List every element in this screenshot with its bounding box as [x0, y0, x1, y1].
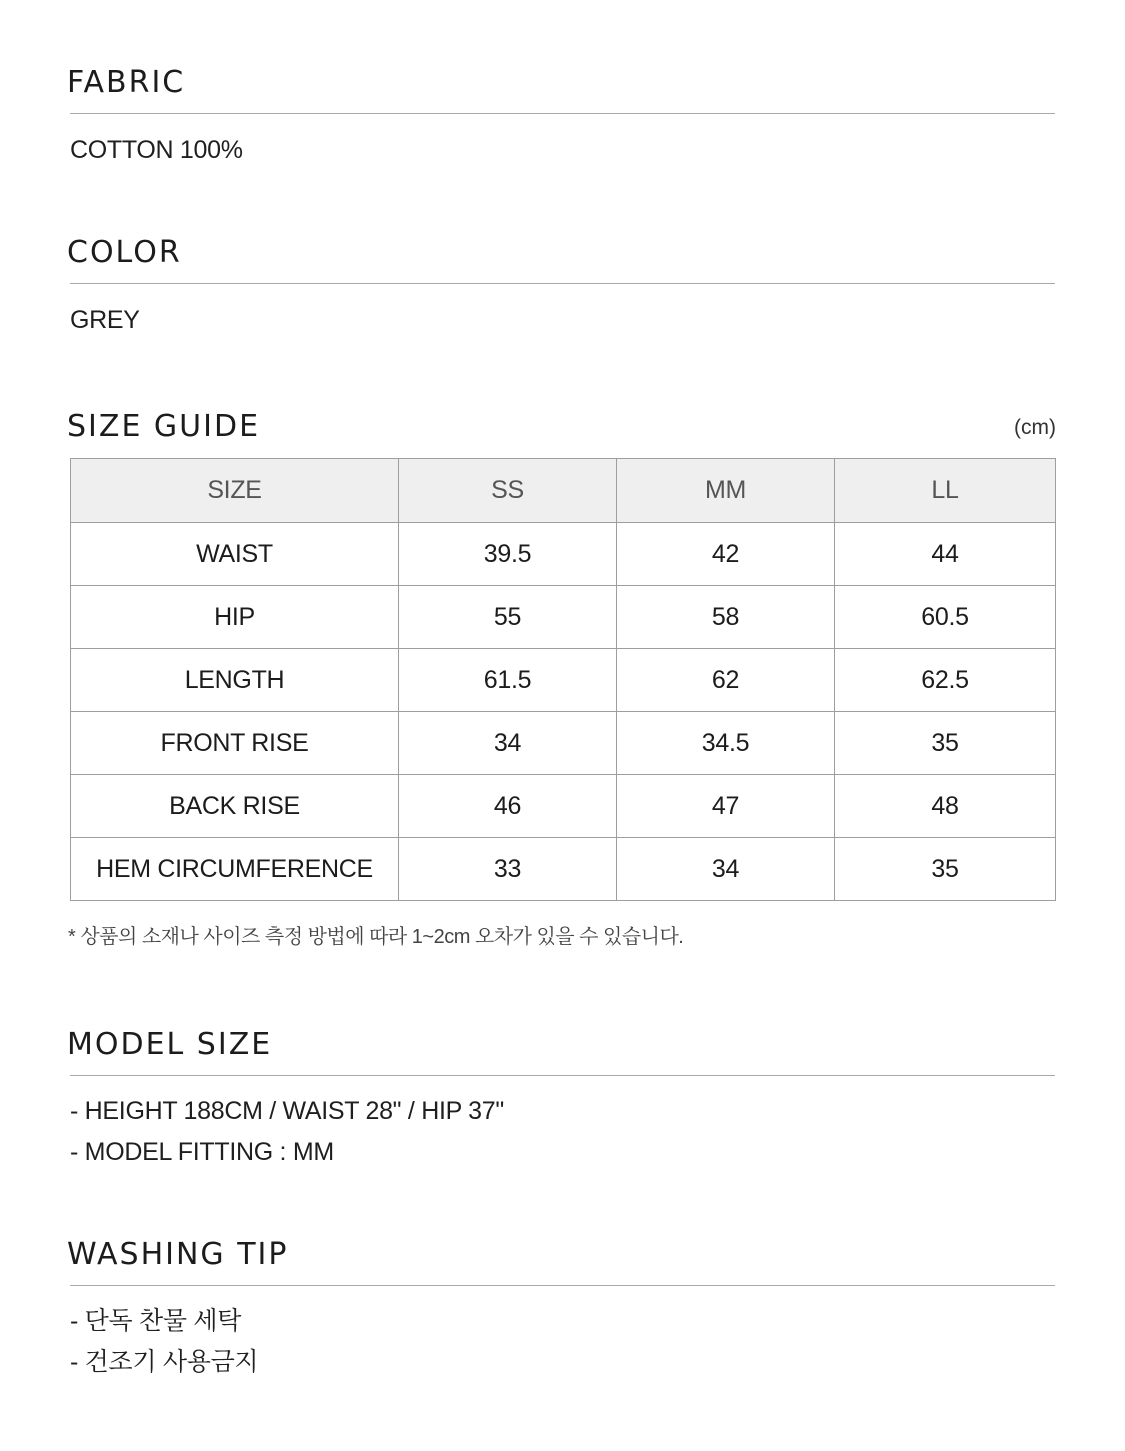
washing-tip-line: - 단독 찬물 세탁 [70, 1307, 242, 1335]
washing-tip-divider [70, 1285, 1055, 1286]
header-ss: SS [399, 459, 617, 523]
cell-value: 34 [399, 712, 617, 775]
model-size-divider [70, 1075, 1055, 1076]
cell-value: 47 [617, 775, 835, 838]
table-row [71, 775, 1056, 838]
model-size-line: - HEIGHT 188CM / WAIST 28" / HIP 37" [70, 1097, 504, 1125]
size-guide-note: * 상품의 소재나 사이즈 측정 방법에 따라 1~2cm 오차가 있을 수 있습니다. [68, 926, 684, 948]
size-guide-title: SIZE GUIDE [67, 409, 261, 444]
row-label: WAIST [71, 523, 399, 586]
row-label: HIP [71, 586, 399, 649]
cell-value: 44 [835, 523, 1056, 586]
cell-value: 61.5 [399, 649, 617, 712]
cell-value: 35 [835, 838, 1056, 901]
size-table [70, 458, 1056, 901]
model-size-title: MODEL SIZE [67, 1027, 273, 1062]
color-divider [70, 283, 1055, 284]
washing-tip-title: WASHING TIP [67, 1237, 289, 1272]
size-table-header-row [71, 459, 1056, 523]
washing-tip-line: - 건조기 사용금지 [70, 1348, 259, 1376]
color-value: GREY [70, 306, 140, 334]
cell-value: 58 [617, 586, 835, 649]
header-ll: LL [835, 459, 1056, 523]
row-label: HEM CIRCUMFERENCE [71, 838, 399, 901]
table-row [71, 712, 1056, 775]
cell-value: 33 [399, 838, 617, 901]
cell-value: 55 [399, 586, 617, 649]
cell-value: 62.5 [835, 649, 1056, 712]
color-title: COLOR [67, 235, 182, 270]
size-guide-unit: (cm) [1014, 416, 1056, 439]
fabric-divider [70, 113, 1055, 114]
model-size-line: - MODEL FITTING : MM [70, 1138, 334, 1166]
cell-value: 48 [835, 775, 1056, 838]
table-row [71, 649, 1056, 712]
cell-value: 60.5 [835, 586, 1056, 649]
cell-value: 34.5 [617, 712, 835, 775]
row-label: LENGTH [71, 649, 399, 712]
header-size: SIZE [71, 459, 399, 523]
cell-value: 39.5 [399, 523, 617, 586]
row-label: FRONT RISE [71, 712, 399, 775]
row-label: BACK RISE [71, 775, 399, 838]
header-mm: MM [617, 459, 835, 523]
cell-value: 62 [617, 649, 835, 712]
fabric-title: FABRIC [67, 65, 186, 100]
table-row [71, 586, 1056, 649]
cell-value: 46 [399, 775, 617, 838]
cell-value: 35 [835, 712, 1056, 775]
cell-value: 34 [617, 838, 835, 901]
table-row [71, 838, 1056, 901]
table-row [71, 523, 1056, 586]
cell-value: 42 [617, 523, 835, 586]
fabric-value: COTTON 100% [70, 136, 243, 164]
